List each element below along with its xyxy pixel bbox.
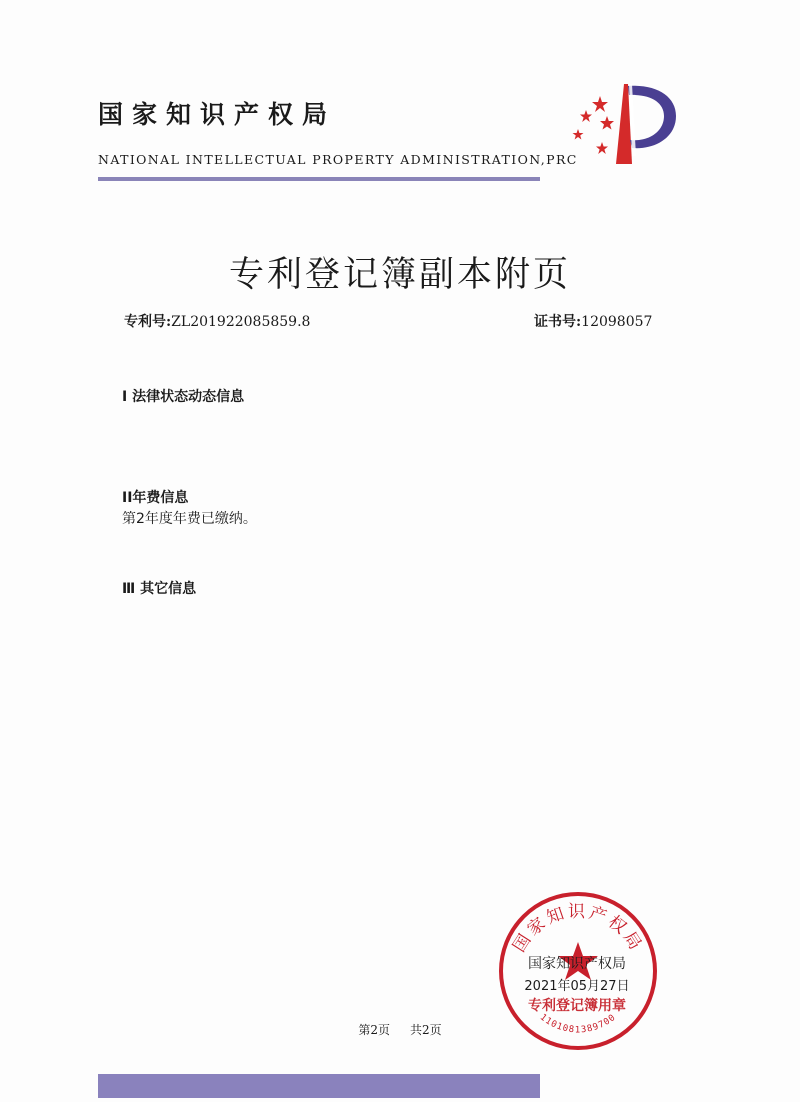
patent-number bbox=[124, 311, 310, 331]
seal-purpose: 专利登记簿用章 bbox=[528, 998, 626, 1014]
section-heading-legal-status: I 法律状态动态信息 bbox=[122, 389, 245, 405]
section-heading-annual-fee: II年费信息 bbox=[122, 490, 189, 506]
certificate-number-value: 12098057 bbox=[581, 314, 653, 330]
seal-serial: 1101081389700 bbox=[537, 1012, 619, 1036]
seal-ring-text: 国家知识产权局 bbox=[509, 902, 647, 956]
patent-number-label: 专利号: bbox=[124, 314, 172, 330]
certificate-number-label: 证书号: bbox=[534, 314, 582, 330]
agency-name-cn: 国家知识产权局 bbox=[98, 100, 337, 129]
cnipa-logo-icon bbox=[566, 76, 682, 168]
header-rule bbox=[98, 177, 540, 181]
seal-agency-line: 国家知识产权局 bbox=[528, 956, 626, 972]
seal-date: 2021年05月27日 bbox=[524, 979, 630, 994]
page-total: 共2页 bbox=[410, 1023, 442, 1037]
section-body-annual-fee: 第2年度年费已缴纳。 bbox=[122, 511, 257, 527]
footer-bar bbox=[98, 1074, 540, 1098]
section-heading-other-info: Ⅲ 其它信息 bbox=[122, 581, 197, 597]
page-current: 第2页 bbox=[358, 1023, 390, 1037]
document-title: 专利登记簿副本附页 bbox=[228, 255, 571, 295]
certificate-number bbox=[534, 311, 652, 331]
agency-name-en: NATIONAL INTELLECTUAL PROPERTY ADMINISTRATION,PRC bbox=[98, 152, 578, 167]
patent-number-value: ZL201922085859.8 bbox=[171, 314, 311, 330]
page-number bbox=[0, 1021, 800, 1038]
